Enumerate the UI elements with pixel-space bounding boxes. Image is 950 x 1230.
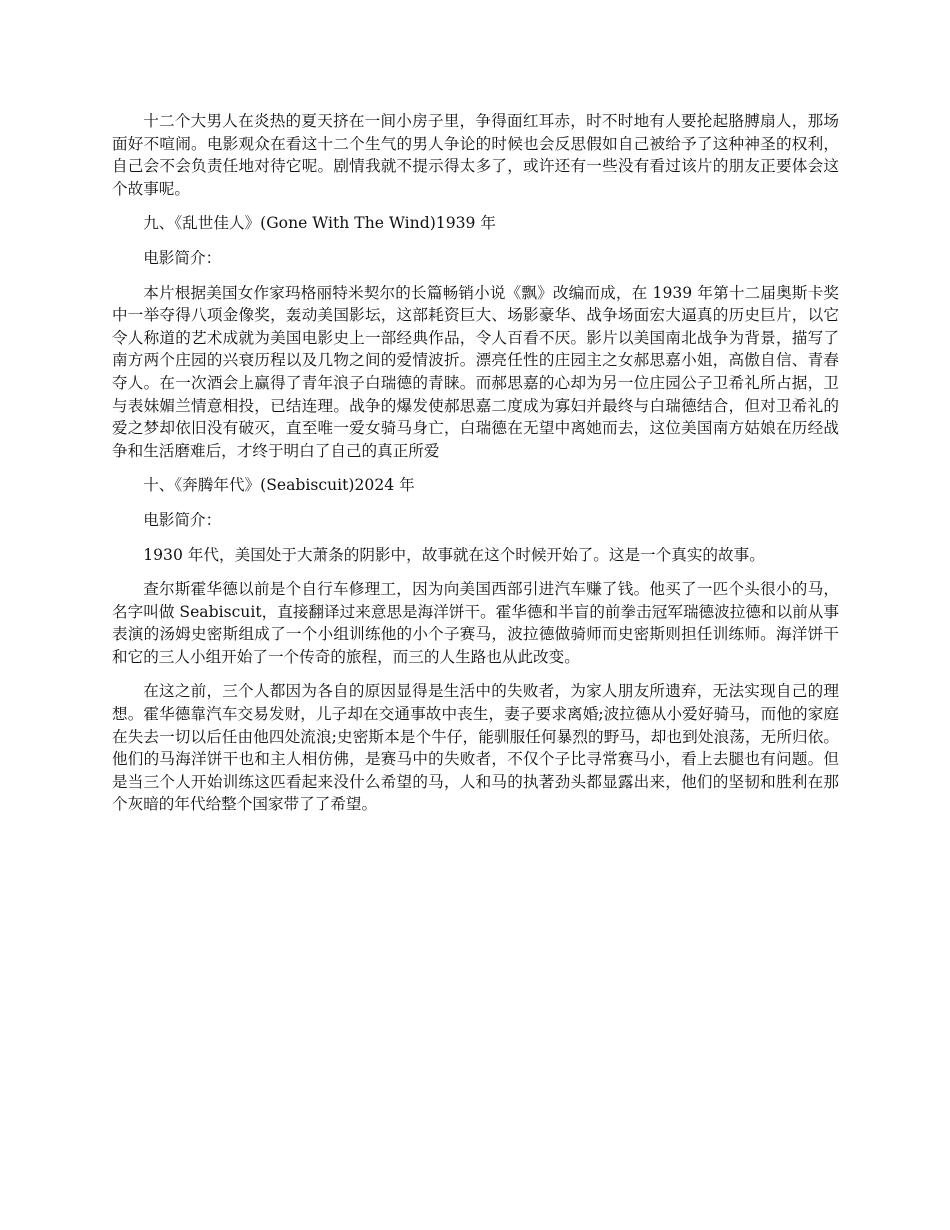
label-movie-intro: 电影简介： bbox=[143, 248, 222, 267]
paragraph-seabiscuit-story: 在这之前，三个人都因为各自的原因显得是生活中的失败者，为家人朋友所遗弃，无法实现自己的理想。霍华德靠汽车交易发财，儿子却在交通事故中丧生，妻子要求离婚;波拉德从小爱好骑马，而他的家庭在失去一切以后任由他四处流浪;史密斯本是个牛仔，能驯服任何暴烈的野马，却也到处浪荡，无所归依。他们的马海洋饼干也和主人相仿佛，是赛马中的失败者，不仅个子比寻常赛马小，看上去腿也有问题。但是当三个人开始训练这匹看起来没什么希望的马，人和马的执著劲头都显露出来，他们的坚韧和胜利在那个灰暗的年代给整个国家带了了希望。 bbox=[112, 682, 839, 814]
heading-gone-with-the-wind: 九、《乱世佳人》(Gone With The Wind)1939 年 bbox=[143, 214, 497, 233]
paragraph-seabiscuit-setting: 1930 年代，美国处于大萧条的阴影中，故事就在这个时候开始了。这是一个真实的故事。 bbox=[143, 545, 765, 564]
paragraph-gone-with-the-wind-intro: 本片根据美国女作家玛格丽特米契尔的长篇畅销小说《飘》改编而成，在 1939 年第十二届奥斯卡奖中一举夺得八项金像奖，轰动美国影坛，这部耗资巨大、场影豪华、战争场面宏大逼真的历史巨片，以它令人称道的艺术成就为美国电影史上一部经典作品，令人百看不厌。影片以美国南北战争为背景，描写了南方两个庄园的兴衰历程以及几物之间的爱情波折。漂亮任性的庄园主之女郝思嘉小姐，高傲自信、青春夺人。在一次酒会上赢得了青年浪子白瑞德的青睐。而郝思嘉的心却为另一位庄园公子卫希礼所占据，卫与表妹媚兰情意相投，已结连理。战争的爆发使郝思嘉二度成为寡妇并最终与白瑞德结合，但对卫希礼的爱之梦却依旧没有破灭，直至唯一爱女骑马身亡，白瑞德在无望中离她而去，这位美国南方姑娘在历经战争和生活磨难后，才终于明白了自己的真正所爱 bbox=[112, 283, 839, 460]
heading-seabiscuit: 十、《奔腾年代》(Seabiscuit)2024 年 bbox=[143, 476, 415, 495]
paragraph-seabiscuit-characters: 查尔斯霍华德以前是个自行车修理工，因为向美国西部引进汽车赚了钱。他买了一匹个头很小的马，名字叫做 Seabiscuit，直接翻译过来意思是海洋饼干。霍华德和半盲的前拳击冠军瑞德波拉德和以前从事表演的汤姆史密斯组成了一个小组训练他的小个子赛马，波拉德做骑师而史密斯则担任训练师。海洋饼干和它的三人小组开始了一个传奇的旅程，而三的人生路也从此改变。 bbox=[112, 580, 839, 666]
paragraph-twelve-angry-men-summary: 十二个大男人在炎热的夏天挤在一间小房子里，争得面红耳赤，时不时地有人要抡起胳膊扇人，那场面好不喧闹。电影观众在看这十二个生气的男人争论的时候也会反思假如自己被给予了这种神圣的权利，自己会不会负责任地对待它呢。剧情我就不提示得太多了，或许还有一些没有看过该片的朋友正要体会这个故事呢。 bbox=[112, 112, 839, 198]
document-page bbox=[112, 110, 839, 828]
label-movie-intro: 电影简介： bbox=[143, 510, 222, 529]
